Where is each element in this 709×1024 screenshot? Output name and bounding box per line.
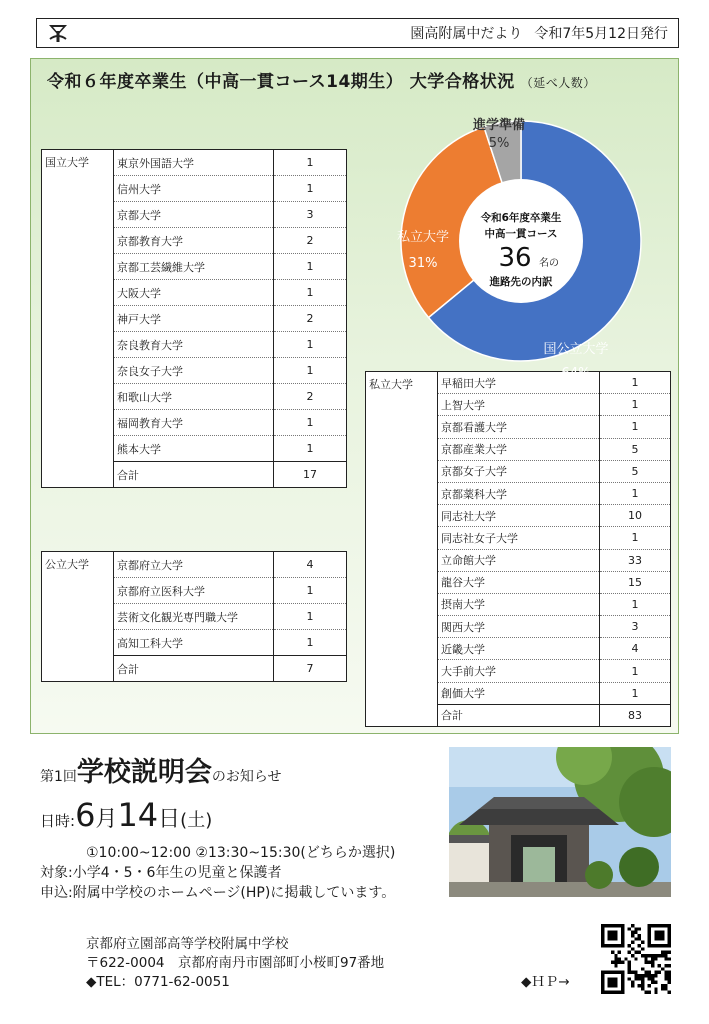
admission-count: 1	[274, 332, 347, 358]
admission-count: 5	[600, 438, 671, 460]
admission-count: 1	[274, 280, 347, 306]
university-name: 同志社女子大学	[438, 527, 600, 549]
school-tel: ◆TEL：0771-62-0051	[86, 974, 230, 990]
university-name: 大手前大学	[438, 660, 600, 682]
admission-count: 1	[274, 410, 347, 436]
school-address: 〒622-0004 京都府南丹市園部町小桜町97番地	[86, 955, 385, 971]
admission-count: 1	[600, 527, 671, 549]
center-caption-line1: 令和6年度卒業生	[480, 212, 562, 224]
university-name: 近畿大学	[438, 638, 600, 660]
university-name: 東京外国語大学	[114, 150, 274, 176]
university-name: 京都府立医科大学	[114, 578, 274, 604]
category-label: 私立大学	[366, 372, 438, 727]
issue-date: 令和7年5月12日発行	[534, 26, 668, 42]
university-name: 龍谷大学	[438, 571, 600, 593]
university-name: 大阪大学	[114, 280, 274, 306]
school-gate-photo	[449, 747, 671, 897]
admission-count: 10	[600, 505, 671, 527]
admission-count: 1	[274, 150, 347, 176]
admission-count: 1	[600, 416, 671, 438]
admission-count: 1	[274, 436, 347, 462]
event-heading	[40, 750, 282, 789]
center-unit: 名の	[539, 258, 559, 269]
date-label: 日時:	[40, 812, 76, 830]
hp-label: ◆ＨＰ→	[521, 974, 570, 990]
admission-count: 2	[274, 228, 347, 254]
admission-count: 1	[600, 593, 671, 615]
slice-label: 私立大学	[396, 230, 450, 245]
slice-label: 国公立大学	[543, 342, 609, 357]
private-university-table	[365, 371, 671, 727]
slice-value-label: 5%	[488, 136, 510, 151]
total-label: 合計	[114, 462, 274, 488]
admission-count: 2	[274, 306, 347, 332]
university-name: 創価大学	[438, 682, 600, 704]
public-university-table	[41, 551, 347, 682]
event-prefix: 第1回	[40, 769, 77, 785]
center-caption-line2: 中高一貫コース	[484, 228, 558, 240]
university-name: 京都女子大学	[438, 460, 600, 482]
university-name: 京都教育大学	[114, 228, 274, 254]
admission-results-panel	[30, 58, 679, 734]
newsletter-name: 園高附属中だより	[410, 26, 523, 42]
event-suffix: のお知らせ	[211, 769, 282, 785]
university-name: 京都府立大学	[114, 552, 274, 578]
admission-count: 1	[274, 630, 347, 656]
admission-count: 1	[600, 372, 671, 394]
admission-count: 1	[600, 482, 671, 504]
university-name: 芸術文化観光専門職大学	[114, 604, 274, 630]
panel-title-text: 令和６年度卒業生（中高一貫コース14期生） 大学合格状況	[47, 72, 515, 92]
university-name: 神戸大学	[114, 306, 274, 332]
university-name: 早稲田大学	[438, 372, 600, 394]
total-count: 17	[274, 462, 347, 488]
date-day: 14	[117, 796, 159, 834]
event-sessions: ①10:00~12:00 ②13:30~15:30(どちらか選択)	[86, 845, 396, 861]
admission-count: 1	[600, 682, 671, 704]
slice-value-label: 64%	[561, 366, 591, 381]
slice-label: 進学準備	[472, 118, 526, 133]
admission-count: 4	[600, 638, 671, 660]
university-name: 信州大学	[114, 176, 274, 202]
admission-count: 1	[274, 358, 347, 384]
admission-count: 1	[274, 254, 347, 280]
table-row	[42, 552, 347, 578]
university-name: 京都工芸繊維大学	[114, 254, 274, 280]
university-name: 上智大学	[438, 394, 600, 416]
center-number: 36	[498, 243, 532, 273]
total-count: 83	[600, 704, 671, 726]
date-month: 6	[75, 796, 96, 834]
admission-count: 1	[274, 578, 347, 604]
national-university-table	[41, 149, 347, 488]
university-name: 奈良教育大学	[114, 332, 274, 358]
total-count: 7	[274, 656, 347, 682]
qr-code-icon[interactable]	[601, 924, 671, 994]
slice-value-label: 31%	[408, 256, 438, 271]
admission-count: 1	[600, 660, 671, 682]
event-apply: 申込:附属中学校のホームページ(HP)に掲載しています。	[40, 885, 396, 901]
university-name: 立命館大学	[438, 549, 600, 571]
university-name: 京都大学	[114, 202, 274, 228]
total-label: 合計	[438, 704, 600, 726]
admission-count: 15	[600, 571, 671, 593]
total-label: 合計	[114, 656, 274, 682]
career-breakdown-pie-chart	[371, 91, 671, 391]
university-name: 福岡教育大学	[114, 410, 274, 436]
category-label: 国立大学	[42, 150, 114, 488]
admission-count: 4	[274, 552, 347, 578]
university-name: 摂南大学	[438, 593, 600, 615]
university-name: 関西大学	[438, 616, 600, 638]
admission-count: 1	[274, 604, 347, 630]
admission-count: 2	[274, 384, 347, 410]
school-name: 京都府立園部高等学校附属中学校	[86, 936, 289, 952]
admission-count: 3	[600, 616, 671, 638]
university-name: 京都看護大学	[438, 416, 600, 438]
university-name: 熊本大学	[114, 436, 274, 462]
university-name: 同志社大学	[438, 505, 600, 527]
category-label: 公立大学	[42, 552, 114, 682]
event-target: 対象:小学4・5・6年生の児童と保護者	[40, 865, 282, 881]
university-name: 高知工科大学	[114, 630, 274, 656]
table-row	[42, 150, 347, 176]
admission-count: 1	[274, 176, 347, 202]
event-date	[40, 796, 212, 834]
university-name: 京都薬科大学	[438, 482, 600, 504]
university-name: 京都産業大学	[438, 438, 600, 460]
center-caption-line3: 進路先の内訳	[489, 276, 553, 288]
date-month-unit: 月	[95, 807, 118, 832]
school-emblem-icon	[47, 22, 69, 44]
admission-count: 33	[600, 549, 671, 571]
admission-count: 5	[600, 460, 671, 482]
university-name: 和歌山大学	[114, 384, 274, 410]
panel-title	[47, 67, 596, 92]
newsletter-header	[36, 18, 679, 48]
event-title: 学校説明会	[76, 757, 212, 788]
admission-count: 3	[274, 202, 347, 228]
admission-count: 1	[600, 394, 671, 416]
date-weekday: (土)	[180, 810, 213, 831]
panel-subtitle: （延べ人数）	[520, 76, 596, 90]
date-day-unit: 日	[158, 807, 181, 832]
university-name: 奈良女子大学	[114, 358, 274, 384]
